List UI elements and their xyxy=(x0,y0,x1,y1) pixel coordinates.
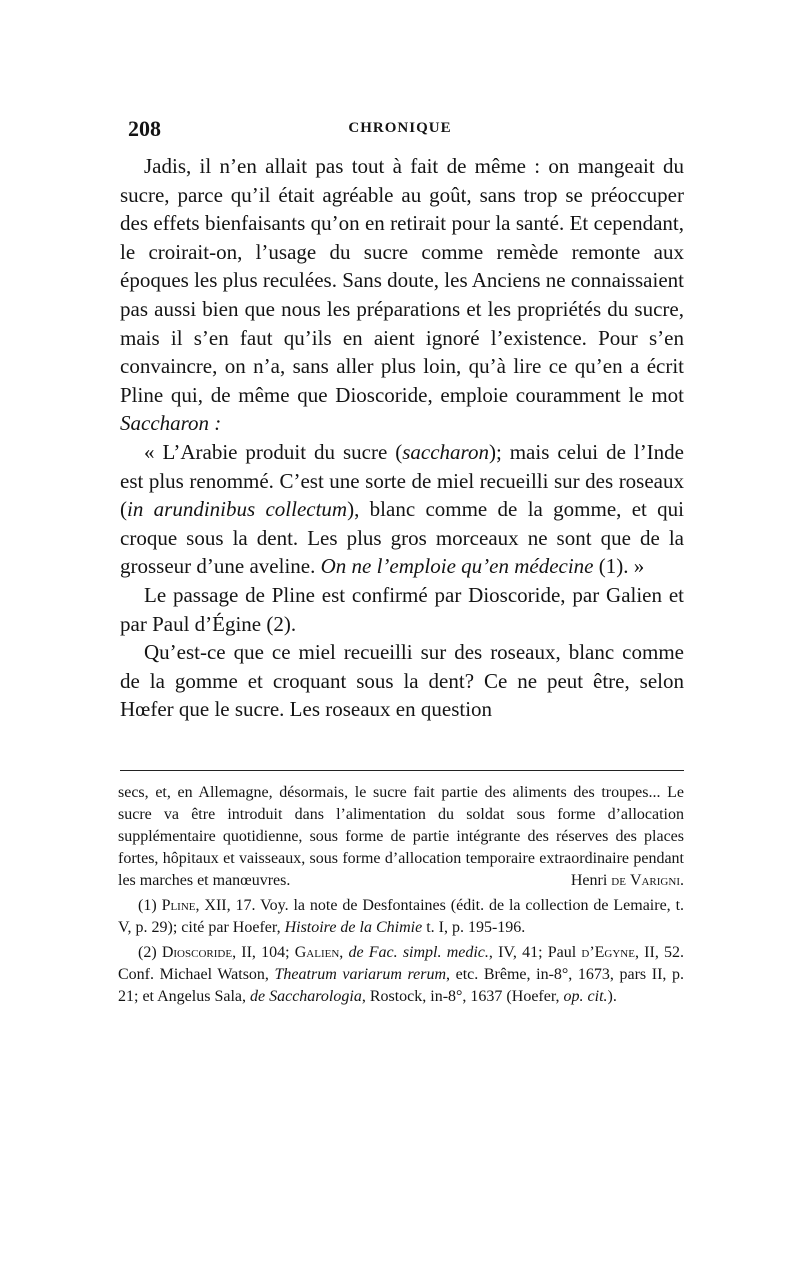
footnote-2-text-f: , Rostock, in-8°, 1637 (Hoefer, xyxy=(361,988,564,1005)
footnote-2-title-4: op. cit. xyxy=(563,988,608,1005)
footnote-2-title-2: Theatrum variarum rerum xyxy=(274,966,447,983)
footnote-continuation xyxy=(118,782,684,892)
quote-emphasis: On ne l’emploie qu’en médecine xyxy=(320,554,594,579)
footnote-2-text-b: , xyxy=(339,944,349,961)
footnote-2-author-1: Dioscoride xyxy=(161,944,233,961)
footnote-1-number: (1) xyxy=(138,897,157,914)
quote-part-c: ); mais celui de l’Inde est plus renommé. C’est une sorte de miel recueilli sur des roseaux ( xyxy=(120,439,685,522)
footnote-continuation-text: secs, et, en Allemagne, désormais, le sucre fait partie des aliments des troupes... Le sucre va être introduit dans l’alimentation du soldat sous forme d’allocation supplémentaire quotidienne, sous forme de partie intégrante des réserves des places fortes, hôpitaux et vaisseaux, sous forme d’allocation temporaire extraordinaire pendant les marches et manœuvres. xyxy=(118,784,684,889)
signature xyxy=(571,870,684,892)
footnote-2-author-2: Galien xyxy=(294,944,340,961)
signature-surname: Varigni. xyxy=(629,872,684,889)
footnote-2 xyxy=(118,942,684,1008)
footnote-2-text-d: , II, 52. Conf. Michael Watson, xyxy=(118,944,685,983)
footnote-1-author: Pline xyxy=(161,897,196,914)
paragraph-4: Qu’est-ce que ce miel recueilli sur des roseaux, blanc comme de la gomme et croquant sous la dent? Ce ne peut être, selon Hœfer que le sucre. Les roseaux en question xyxy=(120,640,684,722)
paragraph-1-text: Jadis, il n’en allait pas tout à fait de même : on mangeait du sucre, parce qu’il était agréable au goût, sans trop se préoccuper des effets bienfaisants qu’on en retirait pour la santé. Et cependant, le croirait-on, l’usage du sucre comme remède remonte aux époques les plus reculées. Sans doute, les Anciens ne connaissaient pas aussi bien que nous les préparations et les propriétés du sucre, mais il s’en faut qu’ils en aient ignoré l’existence. Pour s’en convaincre, on n’a, sans aller plus loin, qu’à lire ce qu’en a écrit Pline qui, de même que Dioscoride, emploie couramment le mot xyxy=(120,154,684,407)
quote-part-g: (1). » xyxy=(593,554,645,579)
quote-term-saccharon: saccharon xyxy=(402,439,489,464)
running-head: CHRONIQUE xyxy=(348,120,452,136)
quote-part-e: ), blanc comme de la gomme, et qui croque sous la dent. Les plus gros morceaux ne sont que de la grosseur d’une aveline. xyxy=(120,497,684,579)
footnote-2-author-3: d’Egyne xyxy=(581,944,635,961)
footnote-divider xyxy=(120,770,684,771)
paragraph-3: Le passage de Pline est confirmé par Dioscoride, par Galien et par Paul d’Égine (2). xyxy=(120,582,684,636)
footnote-2-text-a: , II, 104; xyxy=(232,944,295,961)
paragraph-1 xyxy=(120,152,684,438)
quote-latin-phrase: in arundinibus collectum xyxy=(127,497,348,522)
footnote-1-text-a: , XII, 17. Voy. la note de Desfontaines (édit. de la collection de Lemaire, t. V, p. 29); cité par Hoefer, xyxy=(118,897,685,936)
paragraph-1-term: Saccharon : xyxy=(120,411,222,436)
footnote-1-title: Histoire de la Chimie xyxy=(284,919,423,936)
signature-name: Henri xyxy=(570,872,608,889)
page-number: 208 xyxy=(128,116,161,141)
footnote-1-text-b: t. I, p. 195-196. xyxy=(422,919,526,936)
signature-particle: de xyxy=(611,872,626,889)
footnote-1 xyxy=(118,895,684,939)
footnotes xyxy=(118,782,684,1011)
footnote-2-text-e: , etc. Brême, in-8°, 1673, pars II, p. 21; et Angelus Sala, xyxy=(118,966,685,1005)
footnote-2-text-c: , IV, 41; Paul xyxy=(488,944,582,961)
quote-part-a: « L’Arabie produit du sucre ( xyxy=(144,439,403,464)
footnote-2-title-3: de Saccharologia xyxy=(249,988,362,1005)
paragraph-2-quote xyxy=(120,438,684,581)
main-text xyxy=(120,152,684,724)
footnote-2-number: (2) xyxy=(138,944,157,961)
footnote-2-title-1: de Fac. simpl. medic. xyxy=(348,944,489,961)
footnote-2-text-g: ). xyxy=(607,988,617,1005)
